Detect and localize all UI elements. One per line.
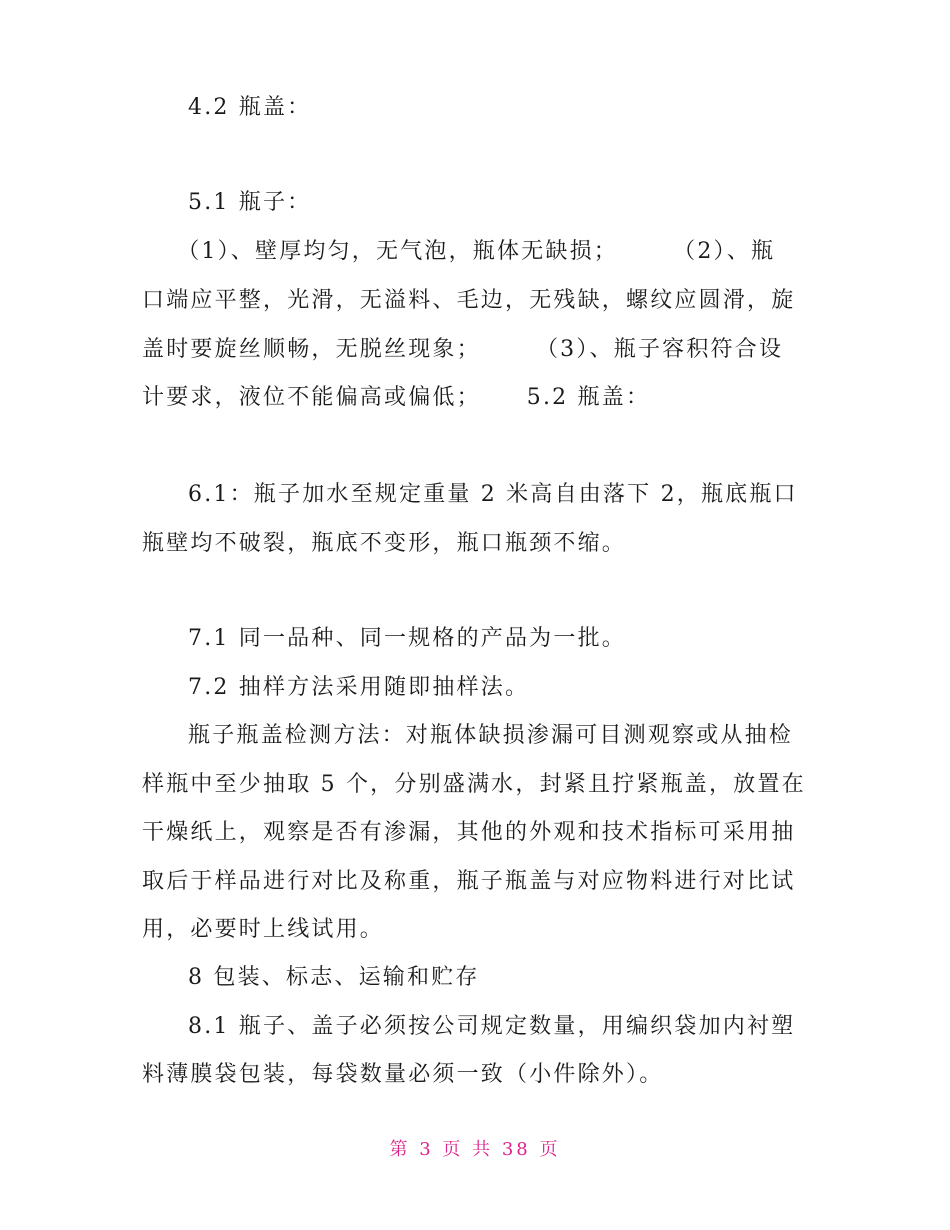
paragraph-line: 瓶壁均不破裂，瓶底不变形，瓶口瓶颈不缩。 (142, 531, 627, 556)
paragraph-line: 8.1 瓶子、盖子必须按公司规定数量，用编织袋加内衬塑 (188, 1014, 796, 1039)
page-number-footer: 第 3 页 共 38 页 (389, 1139, 561, 1160)
heading-4-2: 4.2 瓶盖： (188, 95, 312, 120)
paragraph-line: 样瓶中至少抽取 5 个，分别盛满水，封紧且拧紧瓶盖，放置在 (142, 772, 806, 797)
paragraph-line: 7.1 同一品种、同一规格的产品为一批。 (188, 626, 626, 651)
paragraph-line: 瓶子瓶盖检测方法：对瓶体缺损渗漏可目测观察或从抽检 (188, 723, 794, 748)
paragraph-line: 用，必要时上线试用。 (142, 917, 385, 942)
paragraph-line: 盖时要旋丝顺畅，无脱丝现象； （3）、瓶子容积符合设 (142, 337, 784, 362)
paragraph-line: 7.2 抽样方法采用随即抽样法。 (188, 675, 530, 700)
paragraph-line: 取后于样品进行对比及称重，瓶子瓶盖与对应物料进行对比试 (142, 869, 796, 894)
heading-5-1: 5.1 瓶子： (188, 190, 312, 215)
paragraph-line: 6.1：瓶子加水至规定重量 2 米高自由落下 2，瓶底瓶口 (188, 482, 798, 507)
paragraph-line: 料薄膜袋包装，每袋数量必须一致（小件除外）。 (142, 1062, 664, 1087)
paragraph-line: （1）、壁厚均匀，无气泡，瓶体无缺损； （2）、瓶 (168, 239, 776, 264)
paragraph-line: 口端应平整，光滑，无溢料、毛边，无残缺，螺纹应圆滑，旋 (142, 288, 796, 313)
section-heading-8: 8 包装、标志、运输和贮存 (188, 965, 480, 990)
paragraph-line: 干燥纸上，观察是否有渗漏，其他的外观和技术指标可采用抽 (142, 820, 796, 845)
paragraph-line: 计要求，液位不能偏高或偏低； 5.2 瓶盖： (142, 385, 651, 410)
